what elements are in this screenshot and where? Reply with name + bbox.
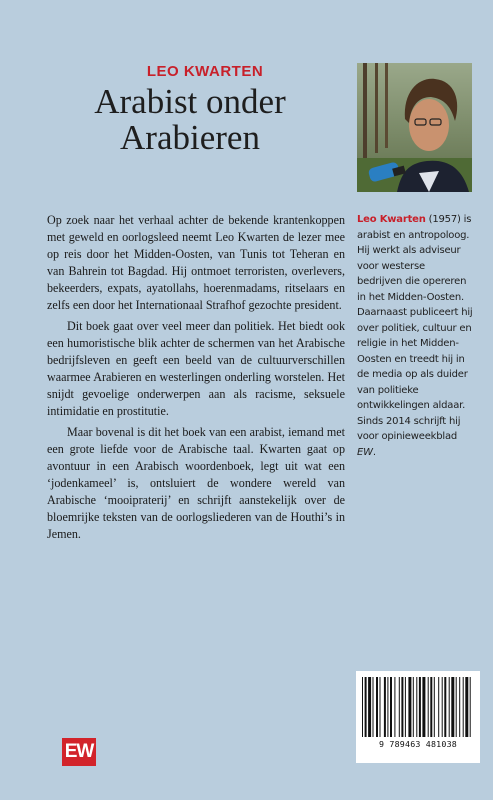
blurb-paragraph: Dit boek gaat over veel meer dan politiek. Het biedt ook een humoristische blik achter de schermen van het Arabische bedrijfsleven en geeft een beeld van de cultuurverschillen waarmee Arabieren en westerlingen onderling worstelen. Het snijdt gevoelige onderwerpen aan als racisme, seksuele intimidatie en prostitutie. [47, 319, 345, 418]
barcode-bar [451, 677, 454, 737]
barcode-bar [387, 677, 388, 737]
barcode-bar [416, 677, 417, 737]
barcode-bar [470, 677, 471, 737]
barcode-bar [390, 677, 392, 737]
barcode-bar [428, 677, 429, 737]
barcode-bar [384, 677, 386, 737]
barcode-bar [422, 677, 425, 737]
publisher-logo: EW [62, 738, 96, 766]
book-title [40, 84, 340, 156]
barcode-bar [449, 677, 450, 737]
bio-author-name: Leo Kwarten [357, 214, 426, 225]
barcode-bar [399, 677, 400, 737]
barcode-bar [373, 677, 374, 737]
barcode-bar [408, 677, 411, 737]
blurb-paragraph: Maar bovenal is dit het boek van een arabist, iemand met een grote liefde voor de Arabische taal. Kwarten gaat op avontuur in een Arabisch woordenboek, legt uit wat een ‘jodenkameel’ is, ontsluiert de wondere wereld van Arabische ‘mooipraterij’ en schrijft aanstekelijk over de bloemrijke teksten van de oorlogsliederen van de Houthi’s in Jemen. [47, 425, 345, 541]
barcode-bar [380, 677, 381, 737]
barcode-bars [356, 671, 480, 739]
author-photo [357, 63, 472, 192]
barcode-bar [456, 677, 457, 737]
blurb-paragraph: Op zoek naar het verhaal achter de bekende krantenkoppen met geweld en oorlogsleed neemt Leo Kwarten de lezer mee op reis door het Midden-Oosten, van Tunis tot Teheran en van Bahrein tot Bagdad. Hij ontmoet terroristen, overlevers, bekeerders, expats, ayatollahs, hoerenmadams, ritselaars en zelfs een door het Internationaal Strafhof gezochte president. [47, 213, 345, 312]
barcode-bar [368, 677, 371, 737]
barcode-bar [419, 677, 421, 737]
bio-text-end: . [372, 446, 376, 458]
bio-magazine: EW [357, 446, 373, 458]
isbn-barcode [356, 671, 480, 763]
barcode-bar [405, 677, 406, 737]
barcode-bar [459, 677, 460, 737]
barcode-bar [362, 677, 363, 737]
barcode-bar [376, 677, 378, 737]
barcode-bar [444, 677, 446, 737]
barcode-bar [430, 677, 432, 737]
barcode-bar [434, 677, 435, 737]
book-title-line-2: Arabieren [120, 118, 260, 157]
isbn-digits: 9 789463 481038 [379, 739, 457, 749]
barcode-bar [463, 677, 464, 737]
barcode-bar [442, 677, 443, 737]
barcode-bar [438, 677, 439, 737]
author-bio [357, 212, 473, 460]
barcode-bar [401, 677, 403, 737]
barcode-bar [365, 677, 367, 737]
cover-author: LEO KWARTEN [146, 63, 264, 80]
barcode-bar [413, 677, 414, 737]
barcode-bar [465, 677, 468, 737]
book-title-line-1: Arabist onder [94, 82, 286, 121]
bio-text: (1957) is arabist en antropoloog. Hij werkt als adviseur voor westerse bedrijven die opereren in het Midden-Oosten. Daarnaast publiceert hij over politiek, cultuur en religie in het Midden-Oosten en treedt hij in de media op als duider van politieke ontwikkelingen aldaar. Sinds 2014 schrijft hij voor opinieweekblad [357, 214, 473, 442]
barcode-bar [394, 677, 395, 737]
blurb [47, 212, 345, 547]
